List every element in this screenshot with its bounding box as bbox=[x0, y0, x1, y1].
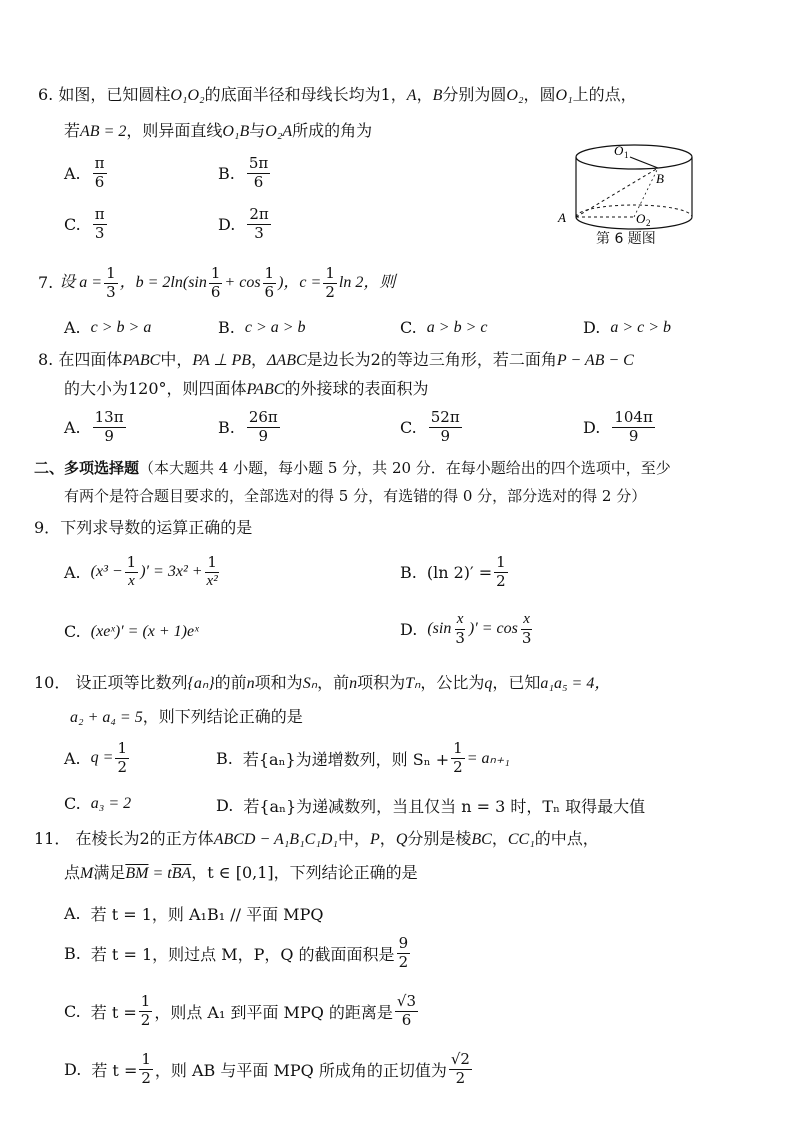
fraction bbox=[247, 410, 280, 445]
q6-line1: 6. 如图，已知圆柱O₁O₂的底面半径和母线长均为1，A，B分别为圆O₂，圆O₁上的点， bbox=[38, 85, 637, 104]
option-label: C. bbox=[400, 417, 417, 437]
q11-text: 的正方体 bbox=[149, 829, 214, 848]
q10-math: {aₙ} bbox=[187, 675, 215, 692]
option-text: q = bbox=[90, 749, 114, 767]
q8-text: 的大小为120°，则四面体 bbox=[64, 379, 247, 398]
fraction bbox=[323, 266, 337, 301]
numerator: √2 bbox=[450, 1050, 470, 1068]
option-label: C. bbox=[64, 214, 81, 234]
denominator: 6 bbox=[401, 1010, 412, 1029]
denominator: 9 bbox=[258, 426, 269, 445]
segment-o1b bbox=[630, 157, 658, 168]
label-b: B bbox=[656, 171, 664, 186]
option-label: A. bbox=[64, 163, 81, 183]
q6-number: 6. bbox=[38, 85, 54, 104]
option-label: A. bbox=[64, 417, 81, 437]
fraction bbox=[125, 555, 139, 590]
numerator: 1 bbox=[264, 264, 275, 282]
numerator: 104π bbox=[614, 408, 653, 426]
q8-math: ΔABC bbox=[267, 352, 307, 369]
denominator: 2 bbox=[398, 952, 409, 971]
denominator: x² bbox=[206, 572, 218, 589]
q8-text: 是边长为2的等边三角形，若二面角 bbox=[306, 350, 557, 369]
fraction bbox=[451, 741, 465, 776]
q8-option-b[interactable] bbox=[218, 410, 282, 445]
q10-number: 10． bbox=[34, 673, 71, 692]
q8-option-c[interactable] bbox=[400, 410, 464, 445]
numerator: 1 bbox=[210, 264, 221, 282]
option-text: 若 t = bbox=[90, 1002, 137, 1022]
q11-text: 中， bbox=[338, 829, 371, 848]
q10-text: ，则下列结论正确的是 bbox=[142, 707, 303, 726]
q11-option-d[interactable] bbox=[64, 1052, 474, 1087]
numerator: 1 bbox=[140, 992, 151, 1010]
q7-option-b[interactable] bbox=[218, 318, 306, 337]
q11-text: 点 bbox=[64, 863, 81, 882]
option-label: C. bbox=[400, 318, 417, 337]
q9-stem bbox=[34, 519, 252, 537]
q11-text: 的中点， bbox=[534, 829, 599, 848]
fraction bbox=[104, 266, 118, 301]
denominator: 6 bbox=[253, 172, 264, 191]
q11-math: ABCD − A₁B₁C₁D₁ bbox=[213, 831, 338, 848]
option-label: B. bbox=[64, 943, 81, 963]
q7-option-a[interactable] bbox=[64, 318, 151, 337]
denominator: 3 bbox=[94, 223, 105, 242]
q11-number: 11． bbox=[34, 829, 71, 848]
q11-option-b[interactable] bbox=[64, 936, 412, 971]
q6-math: O₁O₂ bbox=[170, 87, 205, 104]
fraction bbox=[449, 1052, 472, 1087]
fraction bbox=[429, 410, 462, 445]
numerator: 1 bbox=[126, 553, 137, 571]
fraction bbox=[115, 741, 129, 776]
q6-text: ，圆 bbox=[523, 85, 556, 104]
q7-text: ln 2，则 bbox=[338, 274, 396, 292]
option-label: D. bbox=[400, 619, 418, 639]
q6-text: 与 bbox=[249, 121, 266, 140]
numerator: 5π bbox=[248, 154, 269, 172]
q10-line2 bbox=[70, 708, 303, 727]
fraction bbox=[93, 410, 126, 445]
option-text: a₃ = 2 bbox=[90, 794, 132, 812]
q10-math: Sₙ bbox=[302, 675, 318, 692]
denominator: 9 bbox=[440, 426, 451, 445]
q11-math: P bbox=[370, 831, 380, 848]
option-label: B. bbox=[218, 163, 235, 183]
q8-text: 在四面体 bbox=[58, 350, 123, 369]
q8-option-a[interactable] bbox=[64, 410, 128, 445]
option-text: (sin bbox=[427, 620, 452, 638]
q9-option-a[interactable] bbox=[64, 555, 222, 590]
q6-text: 上的点， bbox=[572, 85, 637, 104]
q10-option-a[interactable] bbox=[64, 741, 131, 776]
q10-text: 的前 bbox=[214, 673, 247, 692]
q8-math: P − AB − C bbox=[556, 352, 634, 369]
q6-option-b[interactable] bbox=[218, 156, 272, 191]
q11-line1 bbox=[34, 830, 599, 849]
option-label: A. bbox=[64, 748, 81, 768]
q9-text: 下列求导数的运算正确的是 bbox=[60, 518, 253, 537]
option-label: D. bbox=[218, 214, 236, 234]
numerator: 52π bbox=[430, 408, 460, 426]
q11-math: = t bbox=[148, 865, 172, 882]
option-text: ，则 AB 与平面 MPQ 所成角的正切值为 bbox=[154, 1060, 447, 1080]
q11-text: ， bbox=[379, 829, 396, 848]
fraction bbox=[247, 156, 270, 191]
numerator: 1 bbox=[106, 264, 116, 282]
q8-line2 bbox=[64, 380, 429, 399]
q10-math: n bbox=[246, 675, 255, 692]
option-text: = aₙ₊₁ bbox=[466, 750, 510, 768]
q7-option-c[interactable] bbox=[400, 318, 487, 337]
q6-text: 的底面半径和母线长均为1， bbox=[204, 85, 407, 104]
option-text: c > a > b bbox=[244, 318, 306, 336]
q11-option-a[interactable] bbox=[64, 902, 323, 925]
numerator: 13π bbox=[94, 408, 124, 426]
q8-number: 8. bbox=[38, 350, 54, 369]
denominator: 2 bbox=[140, 1010, 151, 1029]
section2-header bbox=[34, 460, 671, 477]
q6-math: O₂A bbox=[265, 123, 293, 140]
denominator: 2 bbox=[141, 1068, 151, 1087]
numerator: x bbox=[521, 612, 532, 630]
numerator: 1 bbox=[117, 739, 127, 757]
option-text: )′ = cos bbox=[468, 620, 518, 638]
denominator: 6 bbox=[264, 282, 275, 301]
option-label: D. bbox=[64, 1059, 82, 1079]
denominator: 2 bbox=[117, 757, 127, 776]
numerator: √3 bbox=[396, 992, 417, 1010]
denominator: 3 bbox=[106, 282, 116, 301]
fraction bbox=[453, 612, 467, 647]
numerator: 1 bbox=[496, 553, 506, 571]
option-text: 若{aₙ}为递增数列，则 Sₙ + bbox=[242, 749, 450, 769]
q9-option-b[interactable] bbox=[400, 555, 510, 590]
denominator: 2 bbox=[325, 282, 335, 301]
option-label: B. bbox=[400, 562, 417, 582]
q11-math: M bbox=[80, 865, 94, 882]
option-label: B. bbox=[218, 318, 235, 337]
q10-text: 项积为 bbox=[357, 673, 406, 692]
q6-text: 如图，已知圆柱 bbox=[58, 85, 171, 104]
q6-math: A bbox=[406, 87, 417, 104]
fraction bbox=[520, 612, 534, 647]
option-label: A. bbox=[64, 562, 81, 582]
fraction bbox=[93, 207, 107, 242]
option-text: c > b > a bbox=[90, 318, 152, 336]
numerator: 1 bbox=[325, 264, 335, 282]
label-o1-sub: 1 bbox=[624, 150, 629, 160]
fraction bbox=[263, 266, 277, 301]
label-o2-sub: 2 bbox=[646, 218, 651, 228]
denominator: 2 bbox=[455, 1068, 466, 1087]
denominator: 2 bbox=[496, 571, 506, 590]
q7-stem bbox=[38, 266, 395, 301]
q11-option-c[interactable] bbox=[64, 994, 420, 1029]
option-label: D. bbox=[583, 417, 601, 437]
q7-text: )，c = bbox=[278, 274, 322, 292]
option-label: D. bbox=[583, 318, 601, 337]
q8-text: ， bbox=[251, 350, 268, 369]
q11-math: 2 bbox=[139, 829, 150, 848]
section2-line2: 有两个是符合题目要求的，全部选对的得 5 分，有选错的得 0 分，部分选对的得 2 分） bbox=[64, 487, 647, 505]
q6-math: AB = 2 bbox=[80, 123, 127, 140]
q10-text: 设正项等比数列 bbox=[75, 673, 188, 692]
numerator: x bbox=[455, 612, 466, 630]
q10-math: q bbox=[484, 675, 493, 692]
figure-caption: 第 6 题图 bbox=[596, 231, 656, 247]
q11-text: 在棱长为 bbox=[75, 829, 140, 848]
denominator: 2 bbox=[453, 757, 463, 776]
q6-option-a[interactable] bbox=[64, 156, 109, 191]
label-o1: O bbox=[614, 143, 624, 158]
label-o2: O bbox=[636, 211, 646, 226]
fraction bbox=[494, 555, 508, 590]
q6-math: O₁B bbox=[222, 123, 250, 140]
numerator: 9 bbox=[398, 934, 409, 952]
option-text: 若 t = 1，则过点 M，P，Q 的截面面积是 bbox=[90, 944, 395, 964]
vector-bm: $\overline{BM}$ bbox=[125, 865, 149, 882]
fraction bbox=[397, 936, 411, 971]
fraction bbox=[209, 266, 223, 301]
numerator: 1 bbox=[207, 553, 217, 571]
q10-option-c[interactable] bbox=[64, 794, 131, 813]
q8-option-d[interactable] bbox=[583, 410, 657, 445]
q6-math: B bbox=[432, 87, 443, 104]
fraction bbox=[612, 410, 655, 445]
option-text: (x³ − bbox=[90, 563, 123, 581]
option-label: C. bbox=[64, 622, 81, 641]
option-text: )′ = 3x² + bbox=[140, 563, 203, 581]
fraction bbox=[139, 1052, 153, 1087]
q6-text: 所成的角为 bbox=[292, 121, 373, 140]
q9-number: 9． bbox=[34, 518, 61, 537]
q8-line1 bbox=[38, 351, 634, 370]
q6-text: ，则异面直线 bbox=[126, 121, 223, 140]
q11-math: CC₁ bbox=[507, 831, 535, 848]
q7-text: ，b = 2ln(sin bbox=[119, 274, 207, 292]
option-label: A. bbox=[64, 318, 81, 337]
segment-ab bbox=[576, 168, 658, 217]
q8-text: 中， bbox=[160, 350, 193, 369]
q11-text: 分别是棱 bbox=[407, 829, 472, 848]
option-text: a > b > c bbox=[426, 318, 488, 336]
q6-text: 分别为圆 bbox=[442, 85, 507, 104]
q11-text: 满足 bbox=[93, 863, 126, 882]
denominator: x bbox=[128, 572, 135, 589]
section-instructions: （本大题共 4 小题，每小题 5 分，共 20 分．在每小题给出的四个选项中，至少 bbox=[139, 459, 671, 477]
option-label: D. bbox=[216, 796, 234, 815]
label-a: A bbox=[558, 210, 566, 225]
numerator: 1 bbox=[453, 739, 463, 757]
numerator: 1 bbox=[141, 1050, 151, 1068]
q10-option-d[interactable] bbox=[216, 794, 645, 817]
q11-math: Q bbox=[395, 831, 408, 848]
option-text: ，则点 A₁ 到平面 MPQ 的距离是 bbox=[154, 1002, 393, 1022]
option-text: (ln 2)′ = bbox=[426, 562, 493, 582]
q6-option-c[interactable] bbox=[64, 207, 109, 242]
q11-text: ， bbox=[491, 829, 508, 848]
option-label: A. bbox=[64, 904, 81, 923]
denominator: 3 bbox=[455, 628, 465, 647]
numerator: 2π bbox=[249, 205, 269, 223]
option-text: a > c > b bbox=[610, 318, 672, 336]
q6-math: O₂ bbox=[506, 87, 524, 104]
fraction bbox=[205, 555, 220, 590]
q7-option-d[interactable] bbox=[583, 318, 671, 337]
fraction bbox=[395, 994, 418, 1029]
q10-math: a₂ + a₄ = 5 bbox=[70, 709, 143, 726]
denominator: 3 bbox=[521, 628, 532, 647]
q11-math: BC bbox=[471, 831, 492, 848]
numerator: π bbox=[94, 154, 105, 172]
denominator: 9 bbox=[628, 426, 639, 445]
fraction bbox=[93, 156, 107, 191]
q11-text: ，t ∈ [0,1]，下列结论正确的是 bbox=[191, 863, 418, 882]
q10-text: ，前 bbox=[317, 673, 350, 692]
option-label: B. bbox=[218, 417, 235, 437]
q10-line1 bbox=[34, 674, 610, 693]
q10-text: 项和为 bbox=[254, 673, 303, 692]
section-title: 二、多项选择题 bbox=[34, 459, 140, 477]
q8-math: PA ⊥ PB bbox=[192, 352, 252, 369]
q7-text: 设 a = bbox=[59, 274, 103, 292]
option-text: 若 t = 1，则 A₁B₁ // 平面 MPQ bbox=[90, 905, 324, 924]
denominator: 3 bbox=[254, 223, 264, 242]
option-text: (xeˣ)′ = (x + 1)eˣ bbox=[90, 622, 199, 640]
q8-text: 的外接球的表面积为 bbox=[284, 379, 429, 398]
q9-option-d[interactable] bbox=[400, 612, 535, 647]
q10-text: ，已知 bbox=[492, 673, 541, 692]
segment-o2b bbox=[634, 168, 658, 217]
q6-option-d[interactable] bbox=[218, 207, 273, 242]
q10-math: a₁a₅ = 4， bbox=[540, 675, 611, 692]
option-text: 若{aₙ}为递减数列，当且仅当 n = 3 时，Tₙ 取得最大值 bbox=[243, 797, 646, 816]
fraction bbox=[247, 207, 270, 242]
denominator: 6 bbox=[210, 282, 221, 301]
option-text: 若 t = bbox=[91, 1060, 138, 1080]
q6-text: 若 bbox=[64, 121, 81, 140]
q10-option-b[interactable] bbox=[216, 741, 510, 776]
q7-number: 7. bbox=[38, 273, 54, 293]
q7-text: + cos bbox=[224, 274, 261, 292]
option-label: C. bbox=[64, 1001, 81, 1021]
vector-ba: $\overline{BA}$ bbox=[171, 865, 192, 882]
q6-line2 bbox=[64, 122, 372, 141]
q9-option-c[interactable] bbox=[64, 622, 199, 641]
top-ellipse bbox=[576, 145, 692, 169]
option-label: C. bbox=[64, 794, 81, 813]
numerator: π bbox=[94, 205, 105, 223]
q6-math: O₁ bbox=[555, 87, 573, 104]
q10-math: n bbox=[349, 675, 358, 692]
option-label: B. bbox=[216, 748, 233, 768]
q10-text: ，公比为 bbox=[420, 673, 485, 692]
q11-line2 bbox=[64, 864, 418, 883]
q10-math: Tₙ bbox=[405, 675, 421, 692]
q8-math: PABC bbox=[122, 352, 161, 369]
denominator: 6 bbox=[94, 172, 105, 191]
fraction bbox=[139, 994, 153, 1029]
q8-math: PABC bbox=[246, 381, 285, 398]
denominator: 9 bbox=[104, 426, 114, 445]
numerator: 26π bbox=[248, 408, 278, 426]
